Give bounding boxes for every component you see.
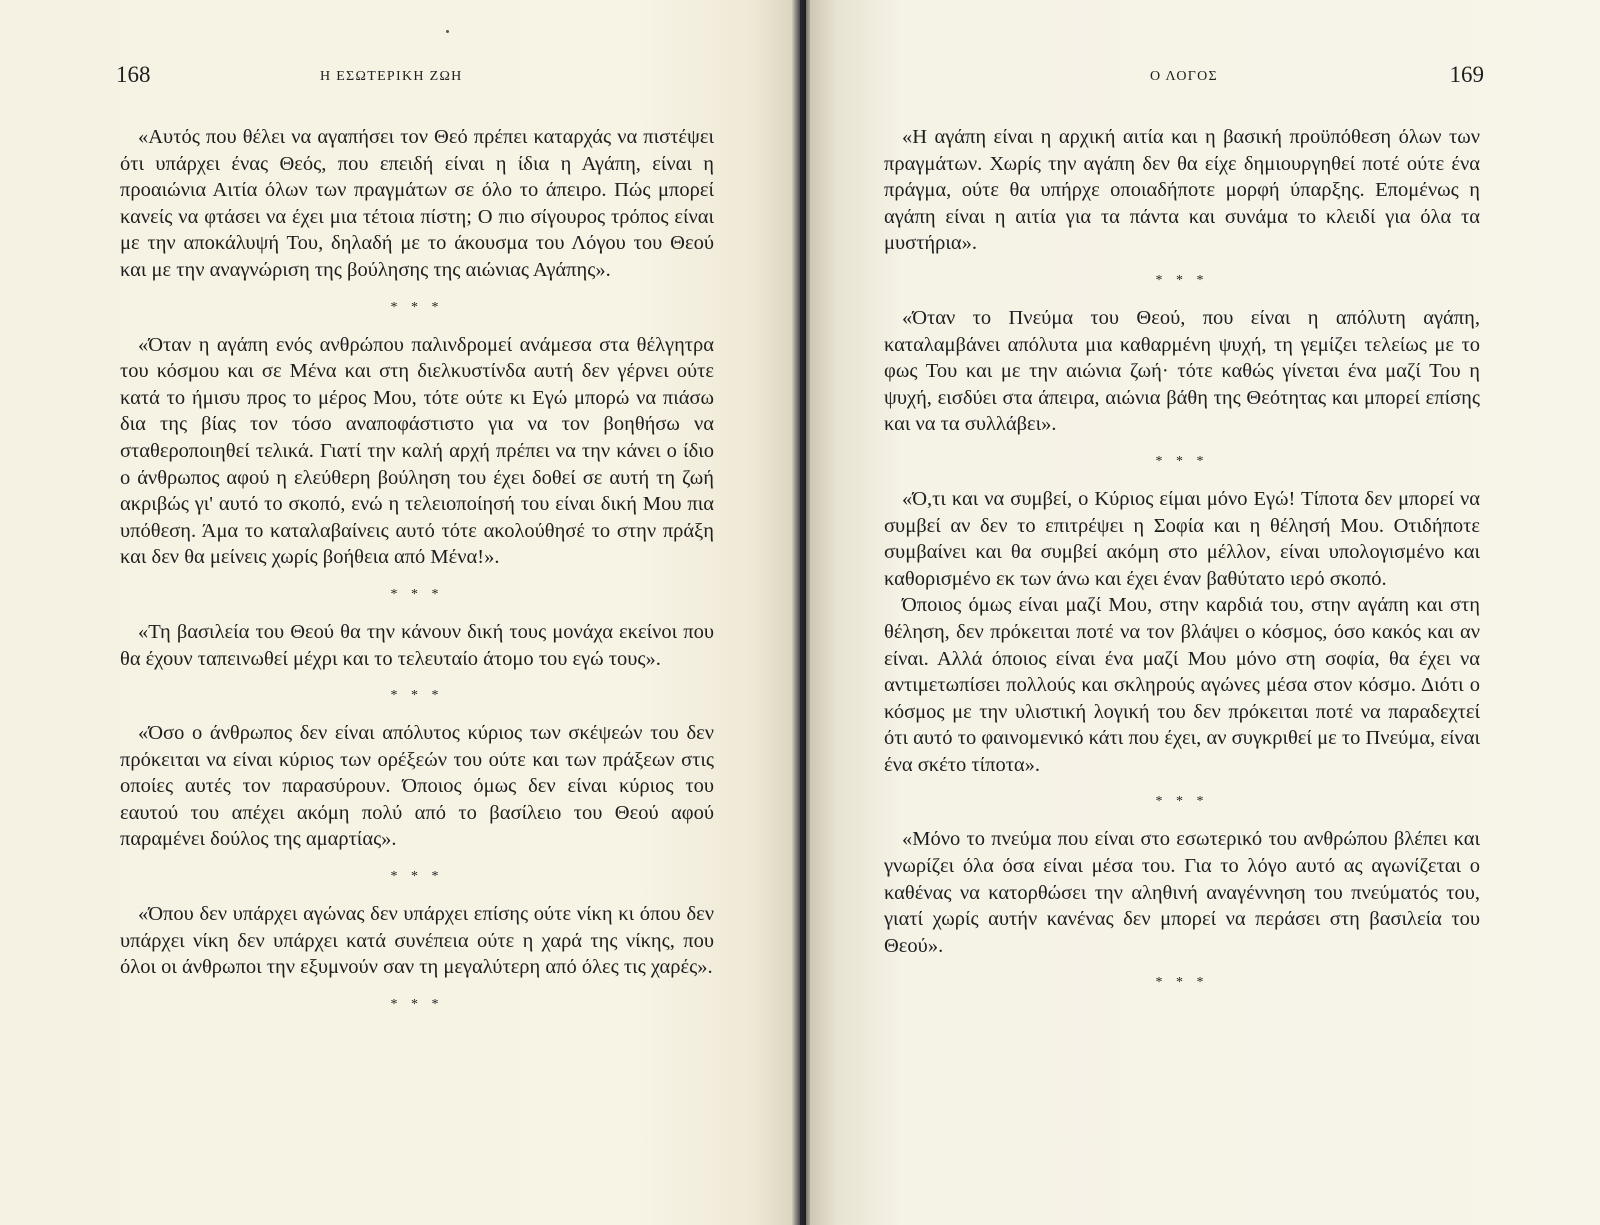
running-title: Η ΕΣΩΤΕΡΙΚΗ ΖΩΗ bbox=[320, 69, 463, 84]
section-separator: * * * bbox=[1155, 794, 1209, 810]
book-spine-shadow bbox=[792, 0, 810, 1225]
section-separator: * * * bbox=[390, 996, 444, 1012]
paragraph: «Όταν το Πνεύμα του Θεού, που είναι η απόλυτη αγάπη, καταλαμβάνει απόλυτα μια καθαρμένη ψυχή, τη γεμίζει τελείως με το φως Του και με την αιώνια ζωή· τότε καθώς γίνεται ένα μαζί Του η ψυχή, εισδύει στα άπειρα, αιώνια βάθη της Θεότητας και μπορεί επίσης και να τα συλλάβει». bbox=[884, 306, 1480, 436]
page-number: 169 bbox=[1449, 62, 1484, 87]
ink-speck bbox=[446, 30, 449, 33]
right-body-text bbox=[884, 124, 1480, 1007]
paragraph: Όποιος όμως είναι μαζί Μου, στην καρδιά του, στην αγάπη και στη θέληση, δεν πρόκειται ποτέ να τον βλάψει ο κόσμος, όσο κακός και αν είναι. Αλλά όποιος είναι ένα μαζί Μου μόνο στη σοφία, θα έχει να αντιμετωπίσει πολλούς και σκληρούς αγώνες μέσα στον κόσμο. Διότι ο κόσμος με την υλιστική λογική του δεν πρόκειται ποτέ να παραδεχτεί ότι αυτό το φαινομενικό κάτι που έχει, αν συγκριθεί με το Πνεύμα, είναι ένα σκέτο τίποτα». bbox=[884, 594, 1480, 776]
paragraph: «Αυτός που θέλει να αγαπήσει τον Θεό πρέπει καταρχάς να πιστέψει ότι υπάρχει ένας Θεός, που επειδή είναι η ίδια η Αγάπη, είναι η προαιώνια Αιτία όλων των πραγμάτων σε όλο το άπειρο. Πώς μπορεί κανείς να φτάσει να έχει μια τέτοια πίστη; Ο πιο σίγουρος τρόπος είναι με την αποκάλυψή Του, δηλαδή με το άκουσμα του Λόγου του Θεού και με την αναγνώριση της βούλησης της αιώνιας Αγάπης». bbox=[120, 126, 714, 281]
section-separator: * * * bbox=[1155, 975, 1209, 991]
left-running-head bbox=[116, 62, 714, 92]
paragraph: «Μόνο το πνεύμα που είναι στο εσωτερικό του ανθρώπου βλέπει και γνωρίζει όλα όσα είναι μέσα του. Για το λόγο αυτό ας αγωνίζεται ο καθένας να κατορθώσει την αληθινή αναγέννηση του πνεύματός του, γιατί χωρίς αυτήν κανένας δεν μπορεί να περάσει στη βασιλεία του Θεού». bbox=[884, 828, 1480, 957]
section-separator: * * * bbox=[390, 299, 444, 315]
section-separator: * * * bbox=[390, 688, 444, 704]
paragraph: «Τη βασιλεία του Θεού θα την κάνουν δική τους μονάχα εκείνοι που θα έχουν ταπεινωθεί μέχρι και το τελευταίο άτομο του εγώ τους». bbox=[120, 620, 714, 670]
paragraph: «Όπου δεν υπάρχει αγώνας δεν υπάρχει επίσης ούτε νίκη κι όπου δεν υπάρχει νίκη δεν υπάρχει κατά συνέπεια ούτε η χαρά της νίκης, που όλοι οι άνθρωποι την εξυμνούν σαν τη μεγαλύτερη από όλες τις χαρές». bbox=[120, 903, 714, 979]
paragraph: «Όταν η αγάπη ενός ανθρώπου παλινδρομεί ανάμεσα στα θέλγητρα του κόσμου και σε Μένα και στη διελκυστίνδα αυτή δεν γέρνει ούτε κατά το ήμισυ προς το μέρος Μου, τότε ούτε κι Εγώ μπορώ να πιάσω δια της βίας τον τόσο αναποφάστιστο για να τον βοηθήσω να σταθεροποιηθεί τελικά. Γιατί την καλή αρχή πρέπει να την κάνει ο ίδιο ο άνθρωπος αφού η ελεύθερη βούληση του έχει δοθεί σε αυτή τη ζωή ακριβώς γι' αυτό το σκοπό, ενώ η τελειοποίησή του είναι δική Μου πια υπόθεση. Άμα το καταλαβαίνεις αυτό τότε ακολούθησέ το στην πράξη και δεν θα μείνεις χωρίς βοήθεια από Μένα!». bbox=[120, 333, 714, 569]
section-separator: * * * bbox=[390, 586, 444, 602]
paragraph: «Ό,τι και να συμβεί, ο Κύριος είμαι μόνο Εγώ! Τίποτα δεν μπορεί να συμβεί αν δεν το επιτρέψει η Σοφία και η θέλησή Μου. Οτιδήποτε συμβαίνει και θα συμβεί ακόμη στο μέλλον, είναι υπολογισμένο και καθορισμένο εκ των άνω και έχει έναν βαθύτατο ιερό σκοπό. bbox=[884, 487, 1480, 590]
section-separator: * * * bbox=[1155, 272, 1209, 288]
running-title: Ο ΛΟΓΟΣ bbox=[1150, 69, 1218, 84]
page-number: 168 bbox=[116, 62, 151, 87]
section-separator: * * * bbox=[390, 869, 444, 885]
paragraph: «Η αγάπη είναι η αρχική αιτία και η βασική προϋπόθεση όλων των πραγμάτων. Χωρίς την αγάπη δεν θα είχε δημιουργηθεί ποτέ ούτε ένα πράγμα, ούτε θα υπήρχε οποιαδήποτε μορφή ύπαρξης. Επομένως η αγάπη είναι η αιτία για τα πάντα και συνάμα το κλειδί για όλα τα μυστήρια». bbox=[884, 126, 1480, 255]
section-separator: * * * bbox=[1155, 453, 1209, 469]
paragraph: «Όσο ο άνθρωπος δεν είναι απόλυτος κύριος των σκέψεών του δεν πρόκειται να είναι κύριος των ορέξεών του ούτε και των πράξεων στις οποίες αυτές τον παρασύρουν. Όποιος όμως δεν είναι κύριος του εαυτού του απέχει ακόμη πολύ από το βασίλειο του Θεού αφού παραμένει δούλος της αμαρτίας». bbox=[120, 722, 714, 851]
right-page bbox=[806, 0, 1600, 1225]
right-running-head bbox=[884, 62, 1484, 92]
left-body-text bbox=[120, 124, 714, 1029]
